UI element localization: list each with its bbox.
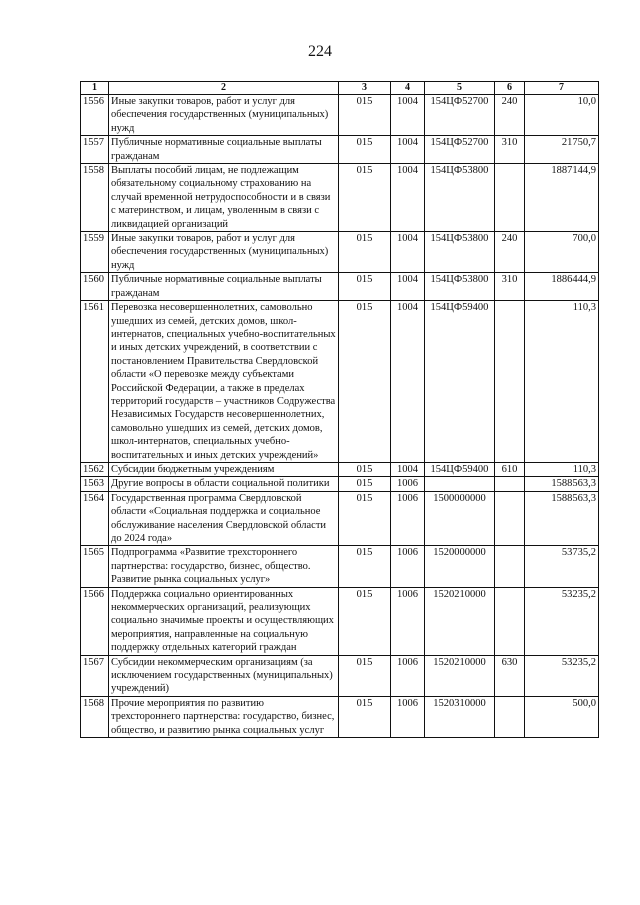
row-name: Другие вопросы в области социальной политики bbox=[109, 477, 339, 491]
row-admin: 015 bbox=[339, 301, 391, 463]
row-admin: 015 bbox=[339, 136, 391, 164]
row-section: 1006 bbox=[391, 696, 425, 737]
table-row bbox=[81, 491, 599, 546]
row-number: 1556 bbox=[81, 95, 109, 136]
row-section: 1004 bbox=[391, 273, 425, 301]
row-number: 1568 bbox=[81, 696, 109, 737]
row-admin: 015 bbox=[339, 696, 391, 737]
table-row bbox=[81, 164, 599, 232]
row-admin: 015 bbox=[339, 462, 391, 476]
row-number: 1565 bbox=[81, 546, 109, 587]
row-name: Государственная программа Свердловской области «Социальная поддержка и социальное обслуживание населения Свердловской области до 2024 года» bbox=[109, 491, 339, 546]
row-target: 1520210000 bbox=[425, 655, 495, 696]
row-admin: 015 bbox=[339, 587, 391, 655]
row-name: Поддержка социально ориентированных некоммерческих организаций, реализующих социально значимые проекты и осуществляющих мероприятия, направленные на социальную поддержку отдельных категорий граждан bbox=[109, 587, 339, 655]
row-target: 154ЦФ59400 bbox=[425, 462, 495, 476]
row-target: 154ЦФ53800 bbox=[425, 164, 495, 232]
table-row bbox=[81, 95, 599, 136]
row-number: 1562 bbox=[81, 462, 109, 476]
row-name: Выплаты пособий лицам, не подлежащим обязательному социальному страхованию на случай временной нетрудоспособности и в связи с материнством, и лицам, уволенным в связи с ликвидацией организаций bbox=[109, 164, 339, 232]
row-section: 1004 bbox=[391, 232, 425, 273]
header-col-2: 2 bbox=[109, 82, 339, 95]
table-row bbox=[81, 273, 599, 301]
row-vr bbox=[495, 477, 525, 491]
header-col-3: 3 bbox=[339, 82, 391, 95]
row-admin: 015 bbox=[339, 477, 391, 491]
header-col-7: 7 bbox=[525, 82, 599, 95]
row-number: 1566 bbox=[81, 587, 109, 655]
row-amount: 53735,2 bbox=[525, 546, 599, 587]
row-amount: 1886444,9 bbox=[525, 273, 599, 301]
row-name: Прочие мероприятия по развитию трехстороннего партнерства: государство, бизнес, общество, и развитию рынка социальных услуг bbox=[109, 696, 339, 737]
row-target: 154ЦФ53800 bbox=[425, 273, 495, 301]
row-vr: 310 bbox=[495, 273, 525, 301]
row-target: 154ЦФ59400 bbox=[425, 301, 495, 463]
row-amount: 53235,2 bbox=[525, 655, 599, 696]
header-col-1: 1 bbox=[81, 82, 109, 95]
header-col-6: 6 bbox=[495, 82, 525, 95]
row-amount: 21750,7 bbox=[525, 136, 599, 164]
row-number: 1558 bbox=[81, 164, 109, 232]
row-vr bbox=[495, 164, 525, 232]
row-amount: 53235,2 bbox=[525, 587, 599, 655]
row-vr bbox=[495, 696, 525, 737]
row-vr: 240 bbox=[495, 232, 525, 273]
row-number: 1557 bbox=[81, 136, 109, 164]
row-amount: 1588563,3 bbox=[525, 477, 599, 491]
row-target: 1520210000 bbox=[425, 587, 495, 655]
row-amount: 700,0 bbox=[525, 232, 599, 273]
row-name: Публичные нормативные социальные выплаты гражданам bbox=[109, 136, 339, 164]
row-number: 1560 bbox=[81, 273, 109, 301]
row-vr bbox=[495, 301, 525, 463]
row-admin: 015 bbox=[339, 95, 391, 136]
row-vr: 610 bbox=[495, 462, 525, 476]
table-row bbox=[81, 655, 599, 696]
header-col-5: 5 bbox=[425, 82, 495, 95]
row-section: 1004 bbox=[391, 136, 425, 164]
row-number: 1561 bbox=[81, 301, 109, 463]
row-vr bbox=[495, 491, 525, 546]
row-name: Субсидии некоммерческим организациям (за исключением государственных (муниципальных) учреждений) bbox=[109, 655, 339, 696]
row-vr bbox=[495, 587, 525, 655]
row-admin: 015 bbox=[339, 546, 391, 587]
row-section: 1006 bbox=[391, 655, 425, 696]
row-amount: 1887144,9 bbox=[525, 164, 599, 232]
row-section: 1004 bbox=[391, 301, 425, 463]
row-vr bbox=[495, 546, 525, 587]
row-admin: 015 bbox=[339, 655, 391, 696]
row-vr: 310 bbox=[495, 136, 525, 164]
table-row bbox=[81, 696, 599, 737]
row-target: 154ЦФ53800 bbox=[425, 232, 495, 273]
row-admin: 015 bbox=[339, 273, 391, 301]
page-number: 224 bbox=[308, 43, 332, 60]
table-row bbox=[81, 477, 599, 491]
table-row bbox=[81, 587, 599, 655]
row-section: 1006 bbox=[391, 587, 425, 655]
row-name: Перевозка несовершеннолетних, самовольно ушедших из семей, детских домов, школ-интернатов, специальных учебно-воспитательных и иных детских учреждений, в соответствии с постановлением Правительства Свердловской области «О перевозке между субъектами Российской Федерации, а также в пределах территорий государств – участников Содружества Независимых Государств несовершеннолетних, самовольно ушедших из семей, детских домов, школ-интернатов, специальных учебно-воспитательных и иных детских учреждений» bbox=[109, 301, 339, 463]
row-target: 1500000000 bbox=[425, 491, 495, 546]
row-target bbox=[425, 477, 495, 491]
row-target: 154ЦФ52700 bbox=[425, 136, 495, 164]
table-row bbox=[81, 232, 599, 273]
row-amount: 10,0 bbox=[525, 95, 599, 136]
row-name: Подпрограмма «Развитие трехстороннего партнерства: государство, бизнес, общество. Развитие рынка социальных услуг» bbox=[109, 546, 339, 587]
row-section: 1006 bbox=[391, 546, 425, 587]
row-amount: 500,0 bbox=[525, 696, 599, 737]
row-section: 1006 bbox=[391, 477, 425, 491]
row-name: Иные закупки товаров, работ и услуг для обеспечения государственных (муниципальных) нужд bbox=[109, 232, 339, 273]
row-number: 1567 bbox=[81, 655, 109, 696]
row-section: 1004 bbox=[391, 95, 425, 136]
row-admin: 015 bbox=[339, 232, 391, 273]
row-section: 1004 bbox=[391, 462, 425, 476]
row-number: 1559 bbox=[81, 232, 109, 273]
row-vr: 630 bbox=[495, 655, 525, 696]
row-vr: 240 bbox=[495, 95, 525, 136]
row-target: 1520000000 bbox=[425, 546, 495, 587]
header-row bbox=[81, 82, 599, 95]
row-name: Иные закупки товаров, работ и услуг для обеспечения государственных (муниципальных) нужд bbox=[109, 95, 339, 136]
table-row bbox=[81, 136, 599, 164]
row-number: 1563 bbox=[81, 477, 109, 491]
table-row bbox=[81, 301, 599, 463]
budget-table bbox=[80, 81, 599, 738]
row-number: 1564 bbox=[81, 491, 109, 546]
row-admin: 015 bbox=[339, 164, 391, 232]
row-amount: 1588563,3 bbox=[525, 491, 599, 546]
row-admin: 015 bbox=[339, 491, 391, 546]
row-target: 1520310000 bbox=[425, 696, 495, 737]
header-col-4: 4 bbox=[391, 82, 425, 95]
row-name: Публичные нормативные социальные выплаты гражданам bbox=[109, 273, 339, 301]
row-name: Субсидии бюджетным учреждениям bbox=[109, 462, 339, 476]
table-row bbox=[81, 462, 599, 476]
row-section: 1004 bbox=[391, 164, 425, 232]
row-section: 1006 bbox=[391, 491, 425, 546]
row-target: 154ЦФ52700 bbox=[425, 95, 495, 136]
table-row bbox=[81, 546, 599, 587]
row-amount: 110,3 bbox=[525, 301, 599, 463]
row-amount: 110,3 bbox=[525, 462, 599, 476]
